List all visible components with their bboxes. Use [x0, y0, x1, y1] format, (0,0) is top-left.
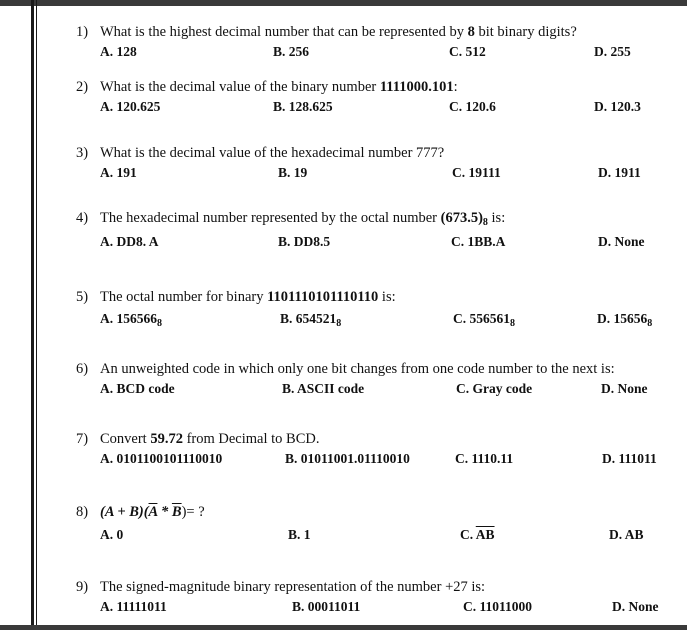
- option-d[interactable]: D. 255: [594, 44, 631, 59]
- option-b[interactable]: B. 128.625: [273, 99, 333, 114]
- option-d[interactable]: D. 111011: [602, 451, 657, 466]
- option-a[interactable]: A. 11111011: [100, 599, 167, 614]
- options-row: [76, 44, 676, 62]
- bottom-border: [0, 625, 687, 630]
- option-c[interactable]: C. $\overline{AB}$: [460, 527, 495, 542]
- question-5: [76, 289, 676, 329]
- question-9: [76, 579, 676, 617]
- options-row: [76, 165, 676, 183]
- option-d[interactable]: D. 120.3: [594, 99, 641, 114]
- option-c[interactable]: C. 19111: [452, 165, 501, 180]
- option-b[interactable]: B. 1: [288, 527, 311, 542]
- question-stem: 2) What is the decimal value of the binary number 1111000.101:: [76, 79, 458, 95]
- option-d[interactable]: D. None: [598, 234, 645, 249]
- option-b[interactable]: B. 256: [273, 44, 310, 59]
- option-c[interactable]: C. 512: [449, 44, 486, 59]
- option-c[interactable]: C. 11011000: [463, 599, 533, 614]
- question-2: [76, 79, 676, 117]
- options-row: [76, 234, 676, 252]
- question-6: [76, 361, 676, 399]
- option-c[interactable]: C. 1BB.A: [451, 234, 506, 249]
- option-d[interactable]: D. 1911: [598, 165, 641, 180]
- options-row: [76, 451, 676, 469]
- option-b[interactable]: B. 01011001.01110010: [285, 451, 410, 466]
- option-c[interactable]: C. 120.6: [449, 99, 496, 114]
- option-d[interactable]: D. AB: [609, 527, 644, 542]
- options-row: [76, 527, 676, 545]
- option-b[interactable]: B. 00011011: [292, 599, 361, 614]
- option-b[interactable]: B. $654521_8$: [280, 311, 342, 329]
- option-a[interactable]: A. 0101100101110010: [100, 451, 223, 466]
- option-a[interactable]: A. 191: [100, 165, 137, 180]
- option-c[interactable]: C. Gray code: [456, 381, 533, 396]
- question-stem: 8) $(A + B)(\overline{A} * \overline{B})=$ ?: [76, 504, 205, 520]
- options-row: [76, 311, 676, 329]
- option-b[interactable]: B. ASCII code: [282, 381, 365, 396]
- option-a[interactable]: A. 128: [100, 44, 137, 59]
- option-a[interactable]: A. 0: [100, 527, 124, 542]
- question-stem: 3) What is the decimal value of the hexadecimal number 777?: [76, 145, 445, 161]
- options-row: [76, 381, 676, 399]
- question-4: [76, 210, 676, 252]
- question-stem: 1) What is the highest decimal number that can be represented by 8 bit binary digits?: [76, 24, 577, 40]
- option-b[interactable]: B. 19: [278, 165, 308, 180]
- left-margin-rule-thin: [36, 0, 37, 630]
- option-a[interactable]: A. 120.625: [100, 99, 161, 114]
- question-stem: 4) The hexadecimal number represented by the octal number $(673.5)_8$ is:: [76, 210, 506, 228]
- option-d[interactable]: D. $15656_8$: [597, 311, 653, 329]
- option-b[interactable]: B. DD8.5: [278, 234, 331, 249]
- option-d[interactable]: D. None: [612, 599, 659, 614]
- option-a[interactable]: A. BCD code: [100, 381, 175, 396]
- question-7: [76, 431, 676, 469]
- question-stem: 7) Convert 59.72 from Decimal to BCD.: [76, 431, 320, 447]
- option-c[interactable]: C. 1110.11: [455, 451, 514, 466]
- options-row: [76, 99, 676, 117]
- option-d[interactable]: D. None: [601, 381, 648, 396]
- question-stem: 5) The octal number for binary 1101110101110110 is:: [76, 289, 396, 305]
- question-3: [76, 145, 676, 183]
- question-1: [76, 24, 676, 62]
- question-stem: 6) An unweighted code in which only one bit changes from one code number to the next is:: [76, 361, 615, 377]
- question-stem: 9) The signed-magnitude binary representation of the number +27 is:: [76, 579, 486, 595]
- option-a[interactable]: A. DD8. A: [100, 234, 159, 249]
- question-8: [76, 504, 676, 545]
- left-margin-rule: [31, 0, 34, 630]
- option-c[interactable]: C. $556561_8$: [453, 311, 515, 329]
- options-row: [76, 599, 676, 617]
- top-border: [0, 0, 687, 6]
- option-a[interactable]: A. $156566_8$: [100, 311, 162, 329]
